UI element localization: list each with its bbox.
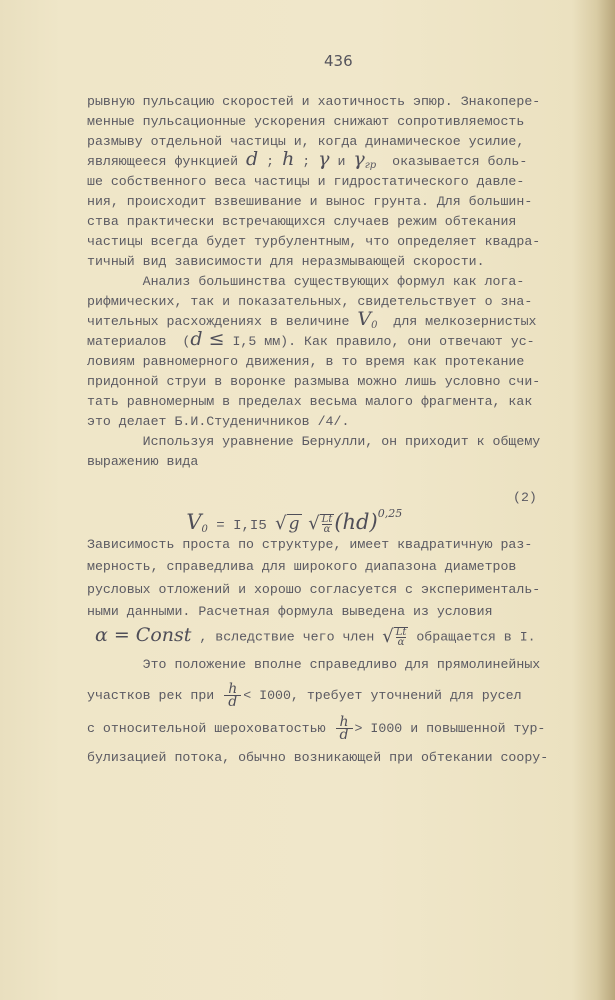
math-symbol	[246, 148, 259, 170]
text-segment: размыву отдельной частицы и, когда динамическое усилие,	[87, 134, 525, 149]
text-segment: оказывается боль-	[376, 154, 528, 169]
math-fraction	[224, 683, 241, 708]
text-segment: рывную пульсацию скоростей и хаотичность эпюр. Знакопере-	[87, 94, 541, 109]
equation-number: (2)	[513, 490, 537, 505]
text-segment: тичный вид зависимости для неразмывающей скорости.	[87, 254, 485, 269]
text-segment: менные пульсационные ускорения снижают сопротивляемость	[87, 114, 525, 129]
text-line	[87, 272, 524, 292]
text-line	[87, 132, 524, 152]
math-symbol-text: h	[282, 148, 295, 170]
text-segment: чительных расхождениях в величине	[87, 314, 358, 329]
radicand	[320, 514, 335, 534]
radicand	[394, 627, 409, 647]
text-line	[87, 452, 198, 472]
text-segment: являющееся функцией	[87, 154, 247, 169]
text-segment: придонной струи в воронке размыва можно лишь условно счи-	[87, 374, 541, 389]
text-segment: > I000 и повышенной тур-	[354, 721, 546, 736]
text-line	[87, 252, 485, 272]
math-symbol	[353, 148, 377, 171]
text-segment: мерность, справедлива для широкого диапазона диаметров	[87, 559, 517, 574]
fraction-denominator: d	[339, 727, 349, 743]
sqrt-g-radicand: g	[288, 514, 300, 534]
radical-sign: √	[382, 626, 394, 647]
text-line	[87, 681, 522, 710]
text-line	[87, 372, 540, 392]
text-segment: выражению вида	[87, 454, 199, 469]
formula-lhs: V	[186, 510, 202, 534]
text-line	[87, 352, 524, 372]
text-segment: для мелкозернистых	[377, 314, 537, 329]
text-line	[87, 92, 540, 112]
text-line	[87, 432, 540, 452]
text-line	[87, 580, 540, 600]
text-segment: Анализ большинства существующих формул как лога-	[87, 274, 525, 289]
formula-hd: (hd)	[334, 510, 378, 534]
formula-coefficient: = I,I5	[207, 518, 276, 534]
math-symbol-text: γ	[318, 148, 330, 170]
text-line	[87, 232, 540, 252]
text-line	[87, 412, 349, 432]
text-line	[87, 602, 493, 622]
fraction-numerator: h	[224, 683, 241, 696]
math-subscript: гр	[364, 160, 377, 171]
math-symbol-text: d ≤	[190, 328, 225, 350]
text-segment: русловых отложений и хорошо согласуется с эксперименталь-	[87, 582, 541, 597]
text-line	[87, 328, 535, 352]
text-segment: , вследствие чего член	[191, 629, 383, 645]
math-subscript: 0	[371, 320, 378, 331]
math-symbol-text: α = Const	[94, 623, 192, 646]
radical-sign: √	[275, 512, 287, 534]
text-line	[87, 192, 532, 212]
text-line	[87, 112, 524, 132]
math-sqrt	[382, 627, 408, 647]
text-segment: ше собственного веса частицы и гидростатического давле-	[87, 174, 525, 189]
math-symbol	[357, 308, 378, 331]
math-symbol-text: γ	[353, 148, 365, 170]
text-line	[87, 623, 536, 648]
radical-sign: √	[308, 512, 320, 534]
text-segment: < I000, требует уточнений для русел	[243, 688, 522, 703]
formula-exponent: 0,25	[377, 507, 403, 520]
fraction-numerator: h	[336, 716, 353, 729]
text-line	[87, 172, 524, 192]
text-segment: Это положение вполне справедливо для прямолинейных	[87, 657, 541, 672]
text-segment: ;	[294, 154, 319, 169]
radicand-denominator: α	[397, 637, 405, 648]
text-line	[87, 292, 532, 312]
fraction-denominator: d	[228, 694, 238, 710]
text-line	[87, 714, 546, 743]
math-fraction	[336, 716, 353, 741]
sqrt-denominator: α	[323, 523, 331, 535]
text-segment: это делает Б.И.Студеничников /4/.	[87, 414, 350, 429]
text-segment: ными данными. Расчетная формула выведена из условия	[87, 604, 493, 619]
math-symbol	[318, 148, 330, 170]
text-segment: материалов (	[87, 334, 191, 349]
text-segment: участков рек при	[87, 688, 223, 703]
sqrt-g	[275, 514, 301, 533]
text-segment: рифмических, так и показательных, свидетельствует о зна-	[87, 294, 533, 309]
formula-lhs-subscript: 0	[201, 524, 208, 535]
math-symbol-text: d	[246, 148, 259, 170]
text-line	[87, 557, 516, 577]
text-segment: Зависимость проста по структуре, имеет квадратичную раз-	[87, 537, 533, 552]
text-segment: Используя уравнение Бернулли, он приходит к общему	[87, 434, 541, 449]
equation-2	[173, 482, 402, 539]
sqrt-numerator: Lt	[321, 513, 333, 525]
page-number: 436	[324, 52, 353, 70]
math-symbol	[282, 148, 295, 170]
text-segment: I,5 мм). Как правило, они отвечают ус-	[224, 334, 535, 349]
text-line	[87, 655, 540, 675]
text-segment: ловиям равномерного движения, в то время как протекание	[87, 354, 525, 369]
math-symbol-text: V	[357, 308, 372, 330]
text-segment: тать равномерным в пределах весьма малого фрагмента, как	[87, 394, 533, 409]
text-line	[87, 748, 548, 768]
text-segment: ния, происходит взвешивание и вынос грунта. Для большин-	[87, 194, 533, 209]
text-line	[87, 308, 537, 332]
text-line	[87, 212, 516, 232]
text-segment: частицы всегда будет турбулентным, что определяет квадра-	[87, 234, 541, 249]
text-segment: ;	[258, 154, 283, 169]
text-segment: ства практически встречающихся случаев режим обтекания	[87, 214, 517, 229]
math-symbol	[190, 328, 225, 350]
text-segment: булизацией потока, обычно возникающей при обтекании соору-	[87, 750, 549, 765]
text-segment	[87, 630, 95, 645]
text-segment: обращается в I.	[408, 629, 536, 645]
radicand-numerator: Lt	[395, 627, 407, 638]
math-symbol	[94, 623, 192, 646]
text-segment: и	[329, 154, 354, 169]
text-segment: с относительной шероховатостью	[87, 721, 334, 736]
sqrt-fraction	[308, 514, 334, 534]
text-line	[87, 148, 528, 172]
text-line	[87, 392, 532, 412]
